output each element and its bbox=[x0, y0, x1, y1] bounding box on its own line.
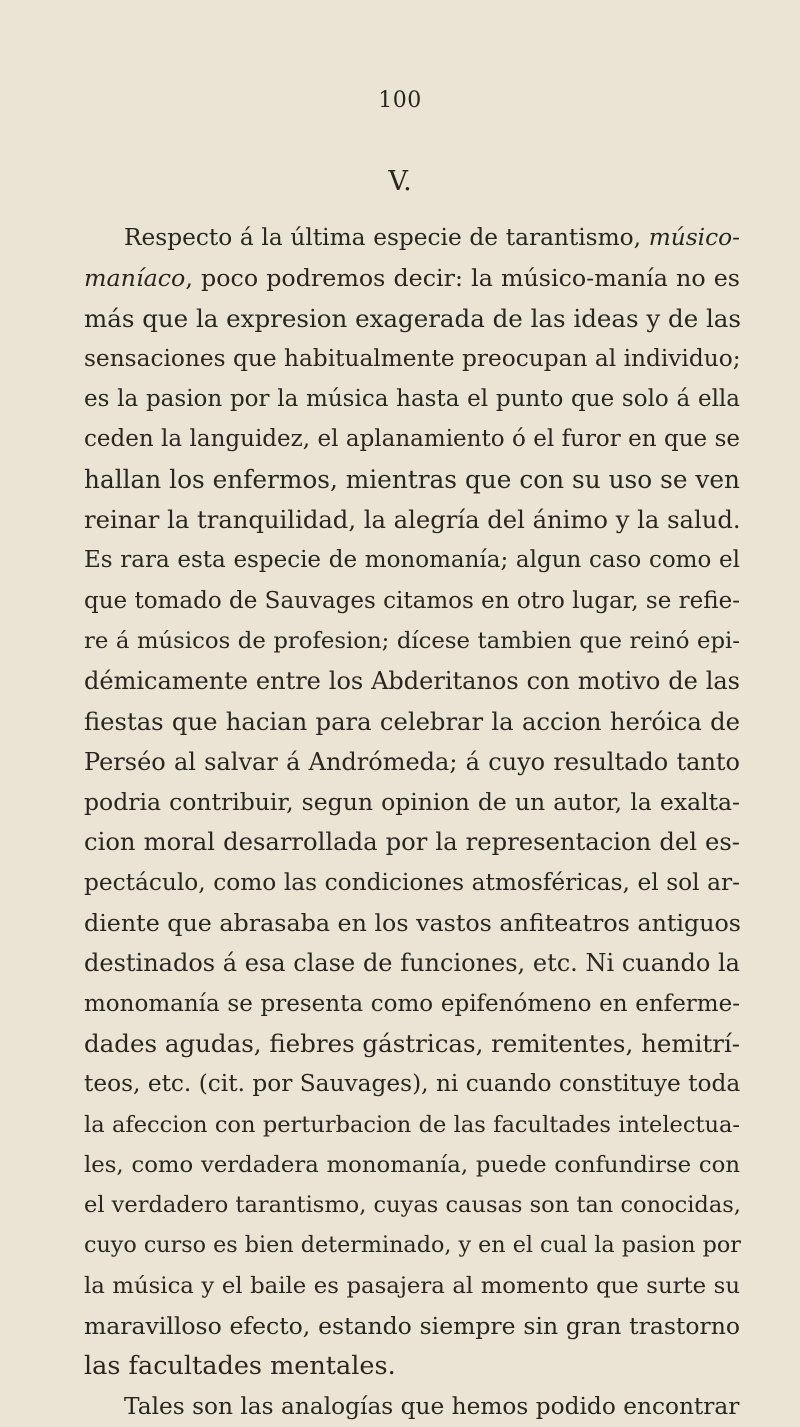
text-line: podria contribuir, segun opinion de un autor, la exalta- bbox=[84, 788, 740, 817]
text-line: les, como verdadera monomanía, puede confundirse con bbox=[84, 1151, 740, 1178]
text-line: el verdadero tarantismo, cuyas causas son tan conocidas, bbox=[84, 1192, 741, 1219]
text-line: teos, etc. (cit. por Sauvages), ni cuando constituye toda bbox=[84, 1070, 741, 1098]
text-line: maravilloso efecto, estando siempre sin gran trastorno bbox=[84, 1312, 740, 1341]
text-line: reinar la tranquilidad, la alegría del ánimo y la salud. bbox=[84, 505, 741, 535]
text-span: , poco podremos decir: la músico-manía no es bbox=[185, 264, 740, 293]
text-span: Respecto á la última especie de tarantismo, bbox=[124, 224, 649, 251]
text-line: hallan los enfermos, mientras que con su uso se ven bbox=[84, 464, 740, 494]
text-line: las facultades mentales. bbox=[84, 1351, 396, 1382]
emphasized-term: músico- bbox=[648, 224, 740, 251]
text-line bbox=[84, 258, 740, 298]
text-line: démicamente entre los Abderitanos con motivo de las bbox=[84, 667, 740, 696]
text-line: ceden la languidez, el aplanamiento ó el furor en que se bbox=[84, 426, 740, 453]
text-line: monomanía se presenta como epifenómeno en enferme- bbox=[84, 990, 740, 1017]
text-line: es la pasion por la música hasta el punto que solo á ella bbox=[84, 386, 740, 413]
text-line: re á músicos de profesion; dícese tambien que reinó epi- bbox=[84, 627, 740, 654]
text-line: pectáculo, como las condiciones atmosféricas, el sol ar- bbox=[84, 868, 740, 896]
text-line bbox=[84, 218, 740, 258]
text-line: Perséo al salvar á Andrómeda; á cuyo resultado tanto bbox=[84, 747, 740, 776]
text-line: Tales son las analogías que hemos podido encontrar bbox=[124, 1392, 740, 1420]
emphasized-term: maníaco bbox=[84, 264, 186, 293]
text-line: cion moral desarrollada por la representacion del es- bbox=[84, 827, 740, 857]
text-line: cuyo curso es bien determinado, y en el cual la pasion por bbox=[84, 1232, 741, 1259]
body-text bbox=[84, 218, 740, 1427]
text-line: sensaciones que habitualmente preocupan al individuo; bbox=[84, 344, 741, 372]
text-line: la música y el baile es pasajera al momento que surte su bbox=[84, 1272, 740, 1299]
text-line: la afeccion con perturbacion de las facultades intelectua- bbox=[84, 1111, 740, 1138]
text-line: más que la expresion exagerada de las ideas y de las bbox=[84, 303, 741, 333]
text-line: que tomado de Sauvages citamos en otro lugar, se refie- bbox=[84, 587, 740, 614]
text-line: dades agudas, fiebres gástricas, remitentes, hemitrí- bbox=[84, 1028, 741, 1058]
section-heading: V. bbox=[388, 166, 412, 197]
text-line: destinados á esa clase de funciones, etc. Ni cuando la bbox=[84, 949, 740, 978]
text-line: diente que abrasaba en los vastos anfiteatros antiguos bbox=[84, 909, 741, 938]
page-number: 100 bbox=[378, 88, 422, 113]
text-line: Es rara esta especie de monomanía; algun caso como el bbox=[84, 547, 740, 574]
text-line: fiestas que hacian para celebrar la accion heróica de bbox=[84, 706, 740, 736]
